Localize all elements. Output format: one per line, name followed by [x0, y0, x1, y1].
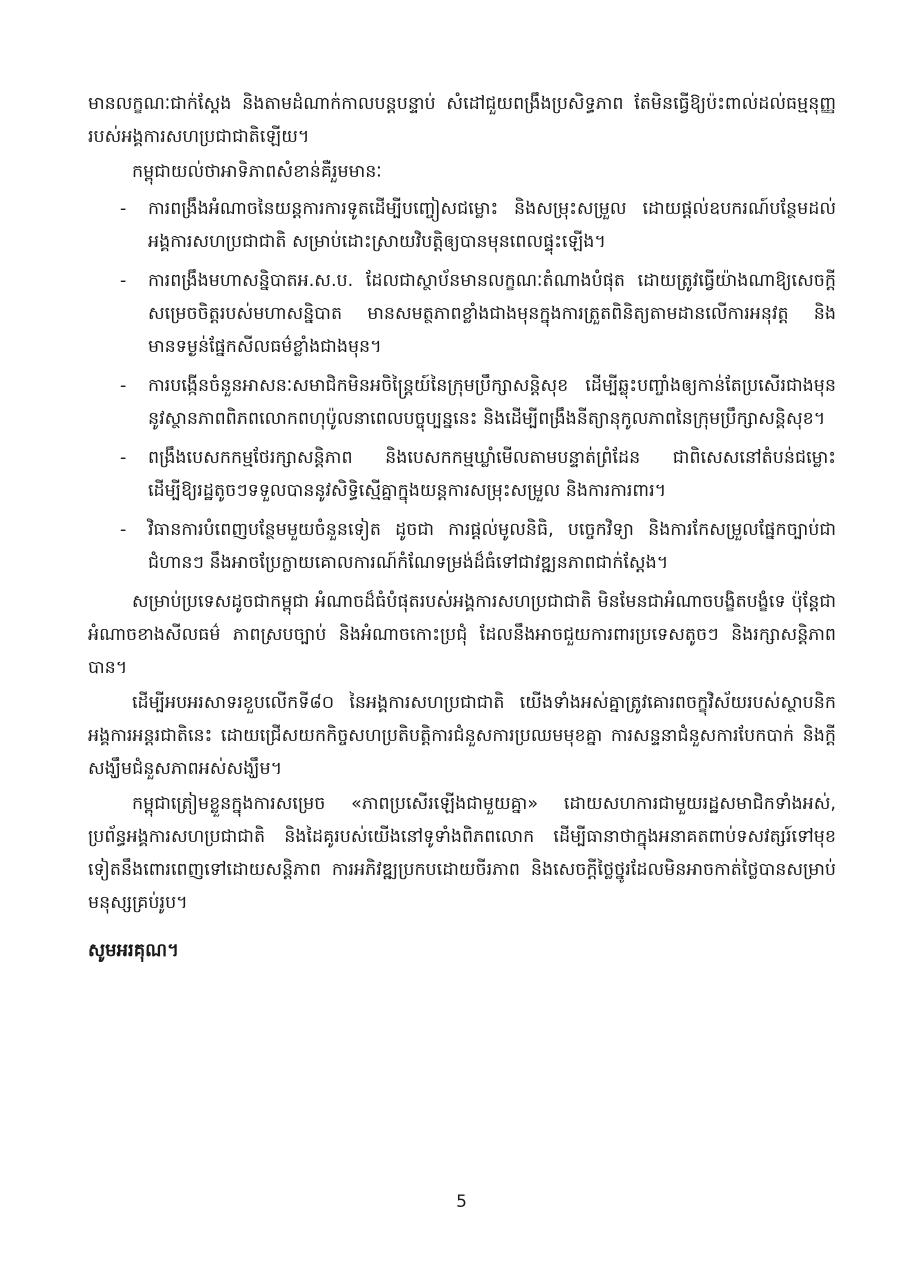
list-item	[88, 514, 836, 580]
bullet-dash: -	[120, 520, 127, 540]
paragraph: សម្រាប់ប្រទេសដូចជាកម្ពុជា អំណាចដ៏ធំបំផុតរបស់អង្គការសហប្រជាជាតិ មិនមែនជាអំណាចបង្ខិតបង្ខំទេ ប៉ុន្តែជាអំណាចខាងសីលធម៌ ភាពស្របច្បាប់ និងអំណាចកោះប្រជុំ ដែលនឹងអាចជួយការពារប្រទេសតូចៗ និងរក្សាសន្តិភាពបាន។	[88, 592, 836, 678]
paragraph: ដើម្បីអបអរសាទរខួបលើកទី៨០ នៃអង្គការសហប្រជាជាតិ យើងទាំងអស់គ្នាត្រូវគោរពចក្ខុវិស័យរបស់ស្ថាបនិកអង្គការអន្តរជាតិនេះ ដោយជ្រើសយកកិច្ចសហប្រតិបត្តិការជំនួសការប្រឈមមុខគ្នា ការសន្ទនាជំនួសការបែកបាក់ និងក្តីសង្ឃឹមជំនួសភាពអស់សង្ឃឹម។	[88, 693, 836, 779]
list-item	[88, 265, 836, 364]
closing-thanks: សូមអរគុណ។	[88, 940, 179, 961]
priority-list	[88, 193, 836, 580]
bullet-dash: -	[120, 199, 127, 219]
list-item-text: វិធានការបំពេញបន្ថែមមួយចំនួនទៀត ដូចជា ការផ្តល់មូលនិធិ, បច្ចេកវិទ្យា និងការកែសម្រួលផ្នែកច្បាប់ជាជំហានៗ នឹងអាចប្រែក្លាយគោលការណ៍កំណែទម្រង់ដ៏ធំទៅជាវឌ្ឍនភាពជាក់ស្តែង។	[148, 520, 836, 573]
page-number: 5	[456, 1192, 467, 1212]
list-item	[88, 193, 836, 259]
list-item-text: ការពង្រឹងមហាសន្និបាតអ.ស.ប. ដែលជាស្ថាប័នមានលក្ខណៈតំណាងបំផុត ដោយត្រូវធ្វើយ៉ាងណាឱ្យសេចក្តីសម្រេចចិត្តរបស់មហាសន្និបាត មានសមត្ថភាពខ្លាំងជាងមុនក្នុងការត្រួតពិនិត្យតាមដានលើការអនុវត្ត និងមានទម្ងន់ផ្នែកសីលធម៌ខ្លាំងជាងមុន។	[148, 271, 836, 357]
paragraph: កម្ពុជាត្រៀមខ្លួនក្នុងការសម្រេច «ភាពប្រសើរឡើងជាមួយគ្នា» ដោយសហការជាមួយរដ្ឋសមាជិកទាំងអស់, ប្រព័ន្ធអង្គការសហប្រជាជាតិ និងដៃគូរបស់យើងនៅទូទាំងពិភពលោក ដើម្បីធានាថាក្នុងអនាគតពាប់ទសវត្សរ៍ទៅមុខទៀតនឹងពោរពេញទៅដោយសន្តិភាព ការអភិវឌ្ឍប្រកបដោយចីរភាព និងសេចក្តីថ្លៃថ្នូរដែលមិនអាចកាត់ថ្លៃបានសម្រាប់មនុស្សគ្រប់រូប។	[88, 794, 836, 913]
intro-line: កម្ពុជាយល់ថាអាទិភាពសំខាន់គឺរួមមានៈ	[132, 162, 382, 182]
list-item	[88, 370, 836, 436]
document-body	[88, 88, 836, 922]
bullet-dash: -	[120, 448, 127, 468]
bullet-dash: -	[120, 376, 127, 396]
list-item	[88, 442, 836, 508]
paragraph-continued: មានលក្ខណៈជាក់ស្តែង និងតាមដំណាក់កាលបន្តបន្ទាប់ សំដៅជួយពង្រឹងប្រសិទ្ធភាព តែមិនធ្វើឱ្យប៉ះពាល់ដល់ធម្មនុញ្ញរបស់អង្គការសហប្រជាជាតិឡើយ។	[88, 94, 836, 147]
list-item-text: ការបង្កើនចំនួនអាសនៈសមាជិកមិនអចិន្ត្រៃយ៍នៃក្រុមប្រឹក្សាសន្តិសុខ ដើម្បីឆ្លុះបញ្ចាំងឲ្យកាន់តែប្រសើរជាងមុននូវស្ថានភាពពិភពលោកពហុប៉ូលនាពេលបច្ចុប្បន្ននេះ និងដើម្បីពង្រឹងនីត្យានុកូលភាពនៃក្រុមប្រឹក្សាសន្តិសុខ។	[148, 376, 836, 429]
list-item-text: ការពង្រឹងអំណាចនៃយន្តការការទូតដើម្បីបញ្ចៀសជម្លោះ និងសម្រុះសម្រួល ដោយផ្តល់ឧបករណ៍បន្ថែមដល់អង្គការសហប្រជាជាតិ សម្រាប់ដោះស្រាយវិបត្តិឲ្យបានមុនពេលផ្ទុះឡើង។	[148, 199, 836, 252]
list-item-text: ពង្រឹងបេសកកម្មថែរក្សាសន្តិភាព និងបេសកកម្មឃ្លាំមើលតាមបន្ទាត់ព្រំដែន ជាពិសេសនៅតំបន់ជម្លោះ ដើម្បីឱ្យរដ្ឋតូចៗទទួលបាននូវសិទ្ធិស្មើគ្នាក្នុងយន្តការសម្រុះសម្រួល និងការការពារ។	[148, 448, 836, 501]
bullet-dash: -	[120, 271, 127, 291]
